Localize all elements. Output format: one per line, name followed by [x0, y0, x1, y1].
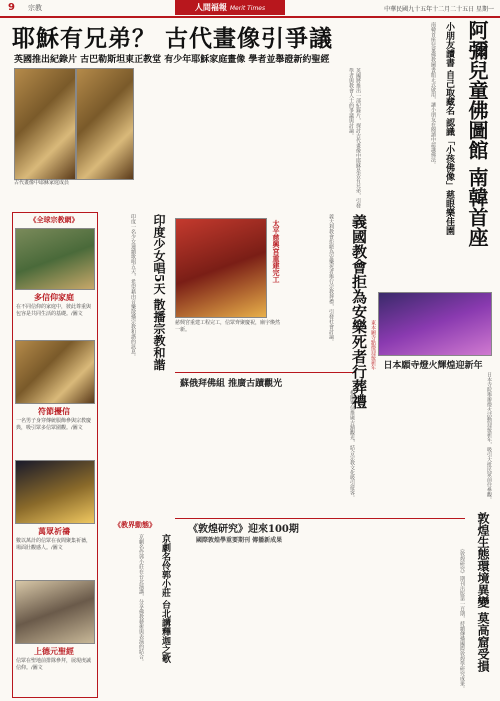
side-caption-1: 在不同信仰的家庭中，彼此尊重與包容是共同生活的基礎。/圖文 [16, 304, 92, 317]
section-label: 宗教 [28, 4, 42, 12]
right-headline: 阿彌兒童佛圖館 南韓首座 [465, 20, 489, 247]
lead-body: 英國將推出一部紀錄片，探討古代畫像中耶穌是否有兄弟，引發學者與教會人士的爭議與討論。 [348, 68, 361, 208]
temple-photo [175, 218, 267, 318]
right-subhead: 小朋友讀書 自己取藏名 認識「小孩佛像」慈眼樂佳園 [444, 22, 454, 236]
side-photo-1 [15, 228, 95, 290]
side-photo-2 [15, 340, 95, 404]
lead-subhead: 英國推出紀錄片 古巴勒斯坦東正教堂 有少年耶穌家庭畫像 學者並舉證新約聖經 [14, 55, 330, 65]
lead-photo-right [76, 68, 134, 180]
side-caption-2: 一名男子身穿傳統服飾參與宗教慶典，吸引眾多信眾圍觀。/圖文 [16, 418, 92, 431]
hall-rule [175, 372, 355, 373]
hall-headline: 蘇俄拜佛組 推廣古蹟觀光 [180, 379, 283, 389]
hall-body: 相關單位推廣古蹟觀光，結合宗教文化吸引遊客。 [349, 390, 355, 500]
church-body: 義大利教會拒絕為安樂死者舉行宗教葬禮，引發社會討論。 [328, 214, 334, 344]
india-headline: 印度少女唱5天 散播宗教和諧 [152, 214, 166, 371]
japan-caption: 東本願寺點燈迎接新年 [370, 320, 376, 370]
lead-headline: 耶穌有兄弟？ 古代畫像引爭議 [12, 25, 334, 52]
temple-caption: 太平慈興宮重建完工 [272, 220, 281, 283]
dunhuang-side-headline: 敦煌生態環境異變 莫高窟受損 [476, 512, 490, 673]
jingjin-tag: 《教界動態》 [114, 520, 156, 529]
church-headline: 義國教會拒為安樂死者行葬禮 [350, 214, 368, 409]
japan-body: 日本寺院舉辦燈火活動迎接新年，吸引大批民眾前往參觀。 [486, 372, 492, 502]
masthead [175, 0, 285, 15]
side-title-1: 多信仰家庭 [34, 292, 74, 302]
japan-headline: 日本願寺燈火輝煌迎新年 [383, 361, 483, 371]
side-title-3: 萬眾祈禱 [38, 526, 70, 536]
side-photo-4 [15, 580, 95, 644]
masthead-en: Merit Times [229, 5, 266, 12]
right-body: 南韓首座兒童佛教圖書館正式啟用，讓小朋友在閱讀中認識佛法。 [430, 22, 436, 167]
side-photo-3 [15, 460, 95, 524]
side-title-4: 上德元聖經 [34, 646, 74, 656]
japan-photo [378, 292, 492, 356]
dunhuang-subhead: 國際敦煌學重要期刊 傳播新成果 [196, 537, 283, 544]
temple-text: 慈興宮重建工程完工，信眾齊聚慶祝，廟宇煥然一新。 [175, 320, 281, 333]
dunhuang-rule [175, 518, 465, 519]
side-column-header: 《全球宗教網》 [29, 215, 79, 224]
page-number: 9 [8, 2, 15, 13]
lead-photo-left [14, 68, 76, 180]
dunhuang-body: 《敦煌研究》期刊出版第一百期，持續傳播國際敦煌學研究成果。 [459, 546, 465, 691]
masthead-title: 人間福報 [194, 3, 227, 12]
side-title-2: 符節擾信 [38, 406, 70, 416]
india-body: 印度一名少女連續歌唱五天，希望藉由音樂散播宗教和諧的訊息。 [130, 214, 136, 359]
dateline: 中華民國九十五年十二月二十五日 星期一 [384, 6, 494, 13]
lead-photo-caption: 古代畫像中耶穌家庭成員 [14, 180, 70, 186]
side-caption-3: 數以萬計的信眾在夜間聚集祈禱，場面壯觀感人。/圖文 [16, 538, 92, 551]
side-caption-4: 信眾在聖地前排隊參拜，展現虔誠信仰。/圖文 [16, 658, 92, 671]
jingjin-headline: 京劇名伶郭小莊 台北講釋迦之歌 [160, 534, 170, 664]
jingjin-body: 京劇名伶郭小莊在台北演講，分享佛教藝術與表演的結合。 [138, 534, 144, 664]
dunhuang-headline: 《敦煌研究》迎來100期 [188, 524, 299, 535]
